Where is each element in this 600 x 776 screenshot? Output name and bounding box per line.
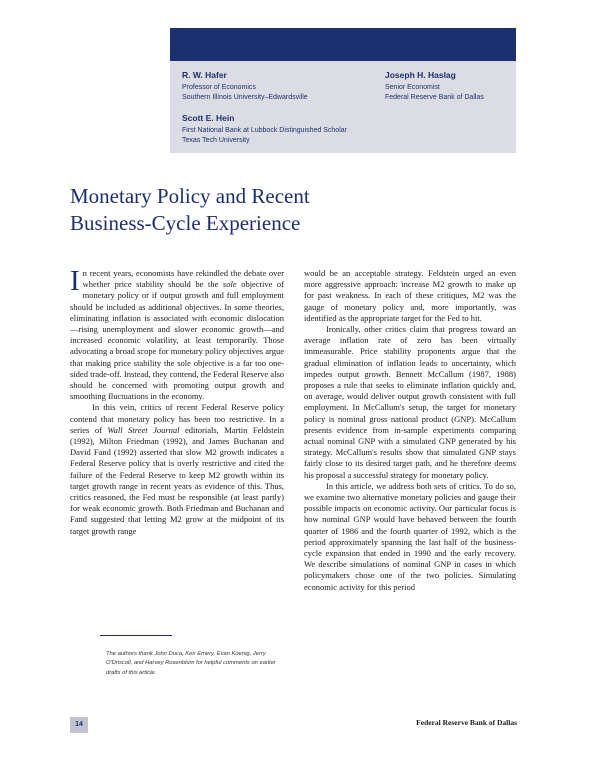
- author-block-haslag: [385, 69, 484, 103]
- author-affiliation: Southern Illinois University–Edwardsville: [182, 94, 308, 101]
- page-number: 14: [70, 717, 88, 733]
- author-block-hafer: [182, 69, 308, 103]
- author-name: R. W. Hafer: [182, 70, 227, 80]
- paragraph: In recent years, economists have rekindled the debate over whether price stability should be the sole objective of monetary policy or if output growth and full employment should be included as additional objectives. In some theories, eliminating inflation is associated with economic dislocation—rising unemployment and slower economic growth—and increased economic volatility, at least temporarily. Those advocating a broad scope for monetary policy objectives argue that making price stability the sole objective is a far too one-sided trade-off. Instead, they contend, the Federal Reserve also should be concerned with promoting output growth and smoothing fluctuations in the economy.: [70, 265, 284, 402]
- author-name: Scott E. Hein: [182, 113, 235, 123]
- author-name: Joseph H. Haslag: [385, 70, 456, 80]
- article-title: Monetary Policy and Recent Business-Cycle Experience: [70, 184, 310, 235]
- paragraph: In this article, we address both sets of critics. To do so, we examine two alternative monetary policies and gauge their possible impacts on economic activity. Our particular focus is how nominal GNP would have behaved between the fourth quarter of 1986 and the fourth quarter of 1992, which is the period approximately spanning the last half of the business-cycle expansion that ended in 1990 and the early recovery. We describe simulations of nominal GNP in cases in which policymakers chose one of the two policies. Simulating economic activity for this period: [304, 480, 516, 592]
- author-title: First National Bank at Lubbock Distinguished Scholar: [182, 127, 347, 134]
- footnote: The authors thank John Duca, Ken Emery, Evan Koenig, Jerry O'Driscoll, and Harvey Rosenblum for helpful comments on earlier drafts of this article.: [106, 651, 276, 676]
- header-band: [170, 28, 516, 61]
- body-column-left: [70, 265, 285, 537]
- paragraph: would be an acceptable strategy. Feldstein urged an even more aggressive approach: increase M2 growth to make up for past weakness. In each of these critiques, M2 was the gauge of monetary policy and, more importantly, was identified as the appropriate target for the Fed to hit.: [304, 268, 516, 323]
- author-affiliation: Federal Reserve Bank of Dallas: [385, 94, 484, 101]
- author-title: Senior Economist: [385, 84, 440, 91]
- author-block-hein: [182, 112, 347, 146]
- footnote-rule: [100, 635, 172, 636]
- author-title: Professor of Economics: [182, 84, 256, 91]
- paragraph: Ironically, other critics claim that progress toward an average inflation rate of zero has been virtually immeasurable. Price stability proponents argue that the gradual elimination of inflation leads to uncertainty, which impedes output growth. Bennett McCallum (1987, 1988) proposes a rule that seeks to eliminate inflation quickly and, on average, would deliver output growth consistent with full employment. In McCallum's setup, the target for monetary policy is nominal gross national product (GNP). McCallum presents evidence from in-sample experiments comparing actual nominal GNP with a simulated GNP generated by his strategy. McCallum's results show that simulated GNP stays fairly close to its desired target path, and he therefore deems his proposal a successful strategy for monetary policy.: [304, 324, 516, 480]
- author-affiliation: Texas Tech University: [182, 137, 250, 144]
- body-column-right: [304, 268, 516, 593]
- journal-name: Federal Reserve Bank of Dallas: [416, 718, 517, 727]
- paragraph: In this vein, critics of recent Federal Reserve policy contend that monetary policy has been too restrictive. In a series of Wall Street Journal editorials, Martin Feldstein (1992), Milton Friedman (1992), and James Buchanan and David Fand (1992) asserted that slow M2 growth indicates a Federal Reserve policy that is overly restrictive and cited the failure of the Federal Reserve to keep M2 growth within its target growth range in recent years as evidence of this. Thus, critics reasoned, the Fed must be responsible (at least partly) for weak economic growth. Both Friedman and Buchanan and Fand suggested that letting M2 grow at the midpoint of its target growth range: [70, 402, 285, 536]
- drop-cap: I: [70, 265, 80, 297]
